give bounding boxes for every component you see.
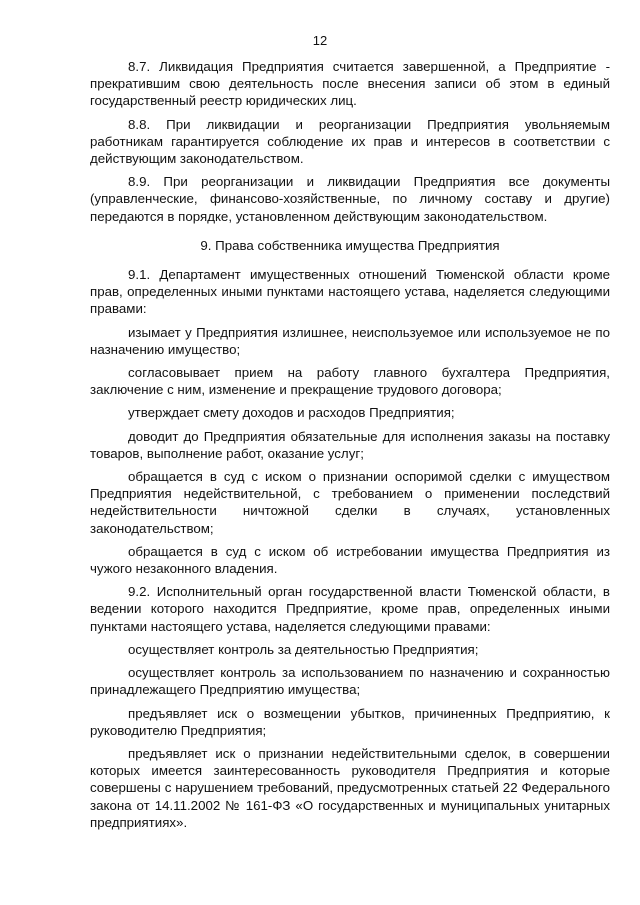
list-item: предъявляет иск о возмещении убытков, причиненных Предприятию, к руководителю Предприятия; bbox=[90, 705, 610, 738]
list-item: изымает у Предприятия излишнее, неиспользуемое или используемое не по назначению имущество; bbox=[90, 324, 610, 357]
section-heading: 9. Права собственника имущества Предприятия bbox=[200, 237, 500, 253]
list-item: осуществляет контроль за использованием по назначению и сохранностью принадлежащего Предприятию имущества; bbox=[90, 665, 610, 698]
list-item: обращается в суд с иском о признании оспоримой сделки с имуществом Предприятия недействительной, с требованием о применении последствий недействительности ничтожной сделки в случаях, установленных законодательством; bbox=[90, 469, 610, 536]
list-item: обращается в суд с иском об истребовании имущества Предприятия из чужого незаконного владения. bbox=[90, 543, 610, 577]
paragraph-9-1: 9.1. Департамент имущественных отношений Тюменской области кроме прав, определенных иными пунктами настоящего устава, наделяется следующими правами: bbox=[90, 267, 610, 317]
page-number: 12 bbox=[312, 33, 328, 48]
list-item: предъявляет иск о признании недействительными сделок, в совершении которых имеется заинтересованность руководителя Предприятия и которые совершены с нарушением требований, предусмотренных статьей 22 Федерального закона от 14.11.2002 № 161-ФЗ «О государственных и муниципальных унитарных предприятиях». bbox=[90, 745, 610, 830]
list-item: доводит до Предприятия обязательные для исполнения заказы на поставку товаров, выполнение работ, оказание услуг; bbox=[90, 428, 610, 461]
list-item: согласовывает прием на работу главного бухгалтера Предприятия, заключение с ним, изменение и прекращение трудового договора; bbox=[90, 365, 610, 398]
document-body bbox=[90, 58, 610, 837]
list-item: утверждает смету доходов и расходов Предприятия; bbox=[128, 405, 455, 421]
list-item: осуществляет контроль за деятельностью Предприятия; bbox=[128, 641, 479, 657]
paragraph-8-7: 8.7. Ликвидация Предприятия считается завершенной, а Предприятие - прекратившим свою деятельность после внесения записи об этом в единый государственный реестр юридических лиц. bbox=[90, 59, 610, 109]
paragraph-8-9: 8.9. При реорганизации и ликвидации Предприятия все документы (управленческие, финансово-хозяйственные, по личному составу и другие) передаются в порядке, установленном действующим законодательством. bbox=[90, 174, 610, 224]
paragraph-9-2: 9.2. Исполнительный орган государственной власти Тюменской области, в ведении которого находится Предприятие, кроме прав, определенных иными пунктами настоящего устава, наделяется следующими правами: bbox=[90, 584, 610, 634]
paragraph-8-8: 8.8. При ликвидации и реорганизации Предприятия увольняемым работникам гарантируется соблюдение их прав и интересов в соответствии с действующим законодательством. bbox=[90, 116, 610, 167]
